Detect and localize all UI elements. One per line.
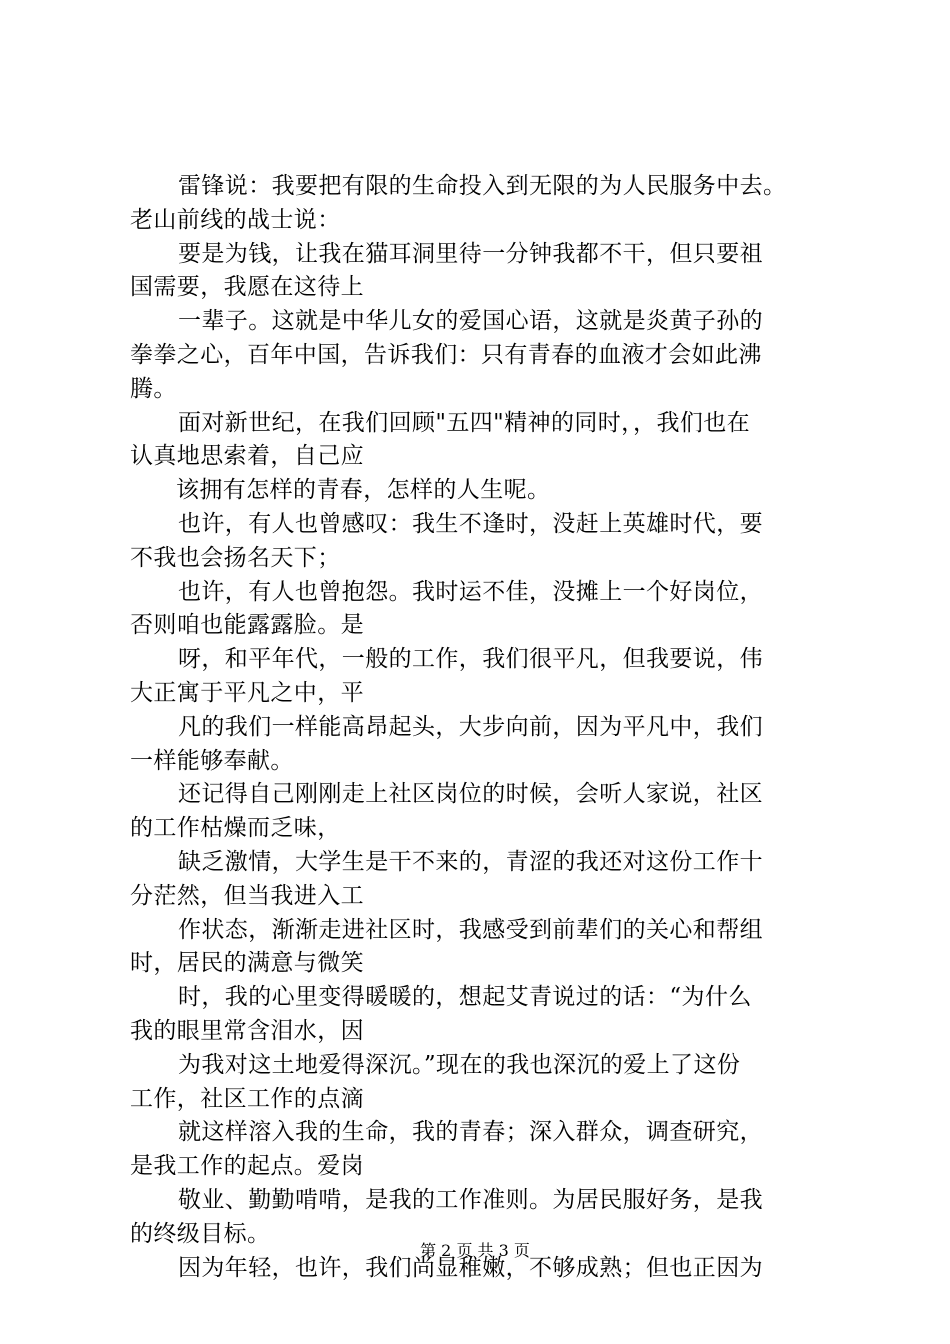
- text-line: 是我工作的起点。爱岗: [130, 1153, 364, 1180]
- text-line: 老山前线的战士说：: [130, 206, 341, 233]
- text-line: 因为年轻，也许，我们尚显稚嫩，不够成熟；但也正因为: [178, 1254, 763, 1281]
- text-line: 的工作枯燥而乏味，: [130, 815, 341, 842]
- text-line: 一样能够奉献。: [130, 747, 294, 774]
- text-line: 分茫然，但当我进入工: [130, 882, 364, 909]
- text-line: 我的眼里常含泪水，因: [130, 1017, 364, 1044]
- text-line: 腾。: [130, 375, 177, 402]
- text-line: 时，我的心里变得暖暖的，想起艾青说过的话：“为什么: [178, 984, 752, 1011]
- text-line: 不我也会扬名天下；: [130, 544, 341, 571]
- text-line: 该拥有怎样的青春，怎样的人生呢。: [176, 477, 551, 504]
- text-line: 也许，有人也曾抱怨。我时运不佳，没摊上一个好岗位，: [178, 578, 763, 605]
- text-line: 要是为钱，让我在猫耳洞里待一分钟我都不干，但只要祖: [178, 240, 763, 267]
- page-footer: 第 2 页 共 3 页: [420, 1241, 530, 1260]
- text-line: 为我对这土地爱得深沉。”现在的我也深沉的爱上了这份: [178, 1051, 741, 1078]
- text-line: 国需要，我愿在这待上: [130, 274, 364, 301]
- text-line: 还记得自己刚刚走上社区岗位的时候，会听人家说，社区: [178, 781, 763, 808]
- text-line: 一辈子。这就是中华儿女的爱国心语，这就是炎黄子孙的: [178, 308, 763, 335]
- text-line: 面对新世纪，在我们回顾"五四"精神的同时，，我们也在: [178, 409, 751, 436]
- text-line: 拳拳之心，百年中国，告诉我们：只有青春的血液才会如此沸: [130, 341, 762, 368]
- text-line: 作状态，渐渐走进社区时，我感受到前辈们的关心和帮组: [178, 916, 763, 943]
- text-line: 雷锋说：我要把有限的生命投入到无限的为人民服务中去。: [178, 173, 787, 199]
- text-line: 工作，社区工作的点滴: [130, 1085, 364, 1112]
- body-text: [130, 170, 840, 1285]
- text-line: 呀，和平年代，一般的工作，我们很平凡，但我要说，伟: [178, 646, 763, 673]
- text-line: 敬业、勤勤啃啃，是我的工作准则。为居民服好务，是我: [178, 1186, 763, 1213]
- text-line: 认真地思索着，自己应: [130, 443, 364, 470]
- text-line: 大正寓于平凡之中，平: [130, 679, 364, 706]
- text-line: 也许，有人也曾感叹：我生不逢时，没赶上英雄时代，要: [178, 510, 763, 537]
- text-line: 时，居民的满意与微笑: [130, 950, 364, 977]
- text-line: 凡的我们一样能高昂起头，大步向前，因为平凡中，我们: [178, 713, 763, 740]
- text-line: 就这样溶入我的生命，我的青春；深入群众，调查研究，: [178, 1119, 763, 1146]
- text-line: 的终级目标。: [130, 1220, 271, 1247]
- text-line: 否则咱也能露露脸。是: [130, 612, 364, 639]
- text-line: 缺乏激情，大学生是干不来的，青涩的我还对这份工作十: [178, 848, 763, 875]
